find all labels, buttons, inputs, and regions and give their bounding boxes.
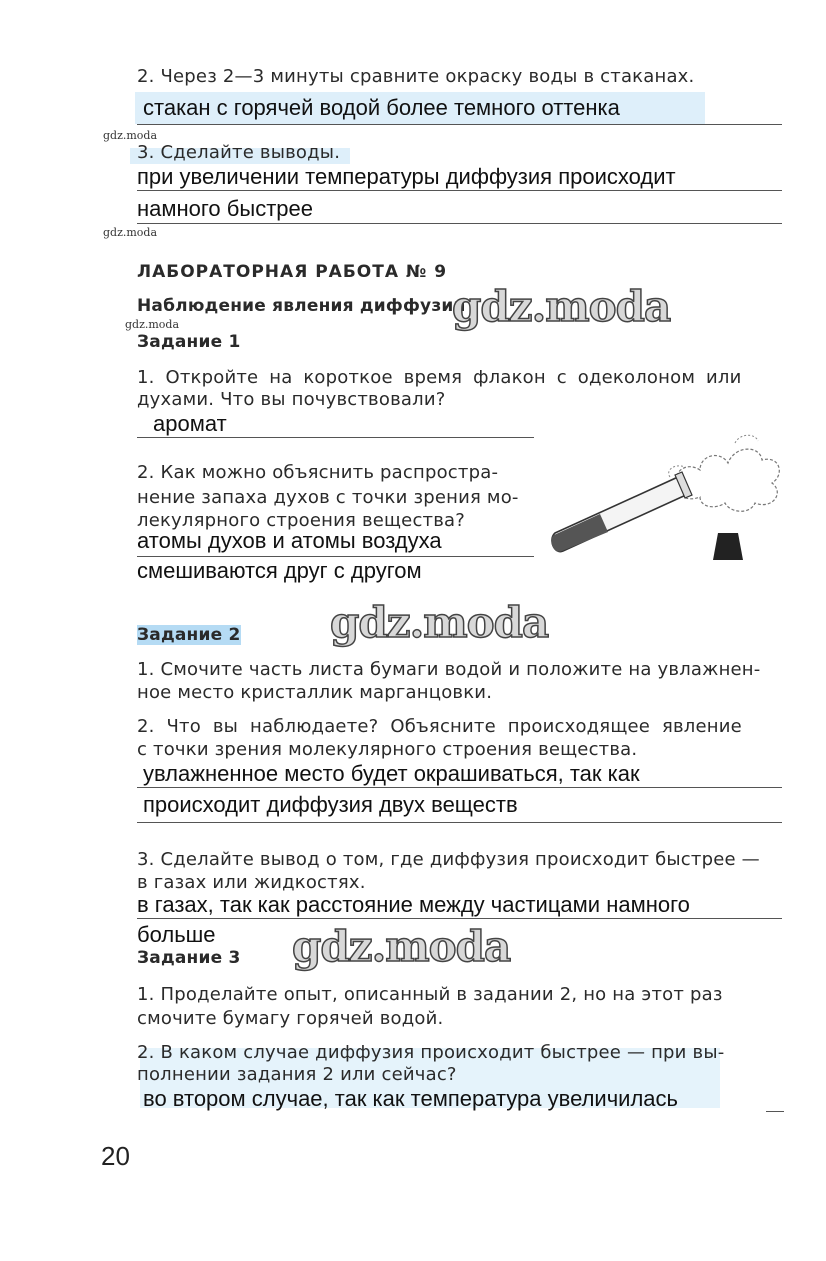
task1-q2-line1: 2. Как можно объяснить распростра- (137, 462, 499, 483)
task1-answer-1: аромат (153, 411, 227, 436)
top-answer-3-line1: при увеличении температуры диффузия происходит (137, 164, 676, 189)
task2-q3-line1: 3. Сделайте вывод о том, где диффузия происходит быстрее — (137, 849, 760, 870)
task2-heading: Задание 2 (137, 625, 241, 645)
answer-line (766, 1111, 784, 1112)
task3-q2-line2: полнении задания 2 или сейчас? (137, 1064, 457, 1085)
task1-heading: Задание 1 (137, 332, 241, 352)
task1-q1-line2: духами. Что вы почувствовали? (137, 389, 446, 410)
task1-answer-2-line2: смешиваются друг с другом (137, 558, 422, 583)
bottle-cap-icon (713, 533, 743, 560)
watermark-small: gdz.moda (125, 318, 180, 331)
task2-q2-line2: с точки зрения молекулярного строения вещества. (137, 739, 638, 760)
watermark-big: gdz.moda (452, 282, 671, 331)
task3-q2-line1: 2. В каком случае диффузия происходит быстрее — при вы- (137, 1042, 725, 1063)
test-tube-icon (551, 472, 692, 552)
answer-line (137, 223, 782, 224)
task2-q2-line1: 2. Что вы наблюдаете? Объясните происходящее явление (137, 716, 742, 737)
task2-answer-3-line1: в газах, так как расстояние между частицами намного (137, 892, 690, 917)
answer-line (137, 190, 782, 191)
task1-q2-line2: нение запаха духов с точки зрения мо- (137, 487, 519, 508)
task3-q1-line1: 1. Проделайте опыт, описанный в задании 2, но на этот раз (137, 984, 723, 1005)
test-tube-illustration (540, 415, 790, 575)
watermark-big: gdz.moda (292, 922, 511, 971)
task2-answer-2-line2: происходит диффузия двух веществ (143, 792, 518, 817)
answer-line (137, 787, 782, 788)
task3-q1-line2: смочите бумагу горячей водой. (137, 1008, 444, 1029)
watermark-small: gdz.moda (103, 226, 158, 239)
top-question-3: 3. Сделайте выводы. (137, 142, 341, 163)
answer-line (137, 437, 534, 438)
watermark-big: gdz.moda (330, 598, 549, 647)
task2-answer-3-line2: больше (137, 922, 216, 947)
task2-answer-2-line1: увлажненное место будет окрашиваться, так как (143, 761, 640, 786)
task1-answer-2-line1: атомы духов и атомы воздуха (137, 528, 442, 553)
lab-subtitle: Наблюдение явления диффузии (137, 296, 466, 316)
watermark-small: gdz.moda (103, 129, 158, 142)
task1-q2-line3: лекулярного строения вещества? (137, 510, 466, 531)
answer-line (137, 124, 782, 125)
lab-title: ЛАБОРАТОРНАЯ РАБОТА № 9 (137, 262, 448, 282)
task1-q1-line1: 1. Откройте на короткое время флакон с одеколоном или (137, 367, 742, 388)
answer-line (137, 918, 782, 919)
top-answer-2: стакан с горячей водой более темного оттенка (143, 95, 620, 120)
answer-line (137, 822, 782, 823)
task2-q1-line2: ное место кристаллик марганцовки. (137, 682, 493, 703)
task2-q3-line2: в газах или жидкостях. (137, 872, 366, 893)
answer-line (137, 556, 534, 557)
task2-q1-line1: 1. Смочите часть листа бумаги водой и положите на увлажнен- (137, 659, 761, 680)
smoke-cloud-icon (669, 435, 780, 511)
task3-answer-2: во втором случае, так как температура увеличилась (143, 1086, 678, 1111)
page-number: 20 (101, 1141, 130, 1171)
task3-heading: Задание 3 (137, 948, 241, 968)
top-question-2: 2. Через 2—3 минуты сравните окраску воды в стаканах. (137, 66, 695, 87)
top-answer-3-line2: намного быстрее (137, 196, 313, 221)
